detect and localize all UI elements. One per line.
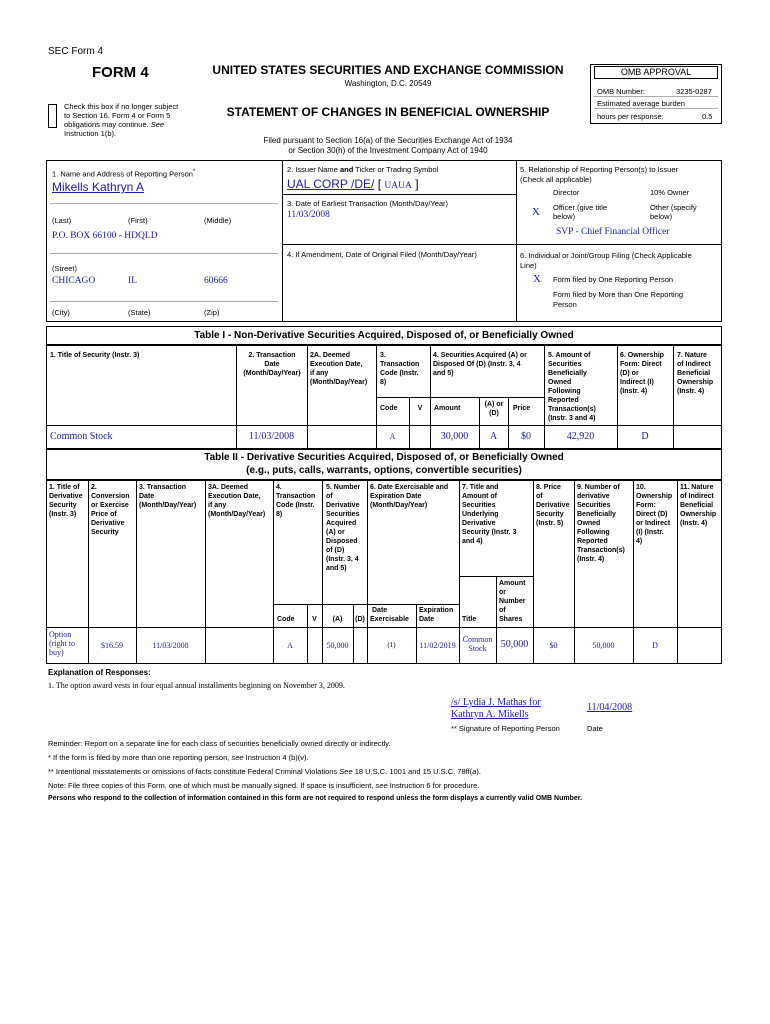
- t2-v14: [633, 480, 634, 664]
- filed-pursuant-line-1: Filed pursuant to Section 16(a) of the Securities Exchange Act of 1934: [263, 136, 513, 145]
- relationship-label-2: (Check all applicable): [520, 175, 592, 184]
- t2-h7-l2: Amount of: [462, 493, 497, 500]
- t1-h7-l1: 7. Nature: [677, 352, 707, 359]
- last-label: (Last): [52, 216, 72, 225]
- reporting-person-asterisk: *: [192, 168, 196, 175]
- t1-h1: 1. Title of Security (Instr. 3): [50, 352, 140, 359]
- table2-title-2: (e.g., puts, calls, warrants, options, convertible securities): [246, 465, 522, 476]
- t2-h5-l3: Derivative: [326, 502, 360, 509]
- t2-h8-l1: 8. Price: [536, 484, 561, 491]
- t2-v9: [416, 604, 417, 664]
- t1-h6-l5: (Instr. 4): [620, 388, 648, 395]
- signature-date-label: Date: [587, 724, 603, 733]
- t2-sub-v: V: [312, 616, 317, 623]
- director-label: Director: [553, 188, 580, 197]
- t2-row-title-l2: (right to: [49, 639, 75, 648]
- t2-h1-l3: Security: [49, 502, 77, 509]
- t2-h4-l4: 8): [276, 511, 283, 518]
- t2-h5-l5: Acquired: [326, 520, 357, 527]
- signature-date: 11/04/2008: [587, 702, 633, 713]
- checkbox-text-line-4: Instruction 1(b).: [64, 129, 117, 138]
- footer-note-2: [48, 767, 481, 776]
- t1-h6-l2: Form: Direct: [620, 361, 662, 368]
- t2-row-under-title: [459, 635, 496, 653]
- filing-label-1: 6. Individual or Joint/Group Filing (Check Applicable: [520, 251, 692, 260]
- name-rule: [50, 203, 278, 204]
- t2-sub-exp-l2: Date: [419, 616, 435, 623]
- t2-h9-l6: Following: [577, 529, 610, 536]
- t2-h7-l3: Securities: [462, 502, 496, 509]
- t2-h1-l2: Derivative: [49, 493, 83, 500]
- t1-h6-l3: (D) or: [620, 370, 639, 377]
- issuer-label-and: and: [339, 165, 354, 174]
- t2-row-under-amount: 50,000: [500, 639, 529, 650]
- t2-h10-l1: 10.: [636, 484, 646, 491]
- t2-v4: [273, 480, 274, 664]
- t2-row-date: 11/03/2008: [152, 641, 189, 650]
- ticker-symbol: UAUA: [384, 181, 412, 191]
- t1-h7-l4: Ownership: [677, 379, 714, 386]
- table2-title-1: Table II - Derivative Securities Acquired, Disposed of, or Beneficially Owned: [204, 452, 564, 463]
- t2-h5: [326, 483, 360, 573]
- t2-row-title-l1: Option: [49, 630, 72, 639]
- signature-line-2: Kathryn A. Mikells: [451, 709, 529, 720]
- t2-v13: [574, 480, 575, 664]
- t1-h3-l1: 3.: [380, 352, 386, 359]
- t2-row-h: [46, 627, 722, 628]
- t2-h3a-l1: 3A. Deemed: [208, 484, 249, 491]
- issuer-label-post: Ticker or Trading Symbol: [353, 165, 439, 174]
- earliest-transaction-date: 11/03/2008: [287, 210, 330, 220]
- t1-sub-h: [376, 397, 544, 398]
- t2-row-owned: 50,000: [592, 641, 615, 650]
- footer-note-1-post: Instruction 4 (b)(v).: [245, 753, 309, 762]
- t1-h5-l5: Following: [548, 388, 581, 395]
- t1-h7-l3: Beneficial: [677, 370, 711, 377]
- footer-note-2-pre: ** Intentional misstatements or omissions of facts constitute Federal Criminal Violations: [48, 767, 338, 776]
- t2-h3a: [208, 483, 265, 519]
- other-label-line-1: Other (specify: [650, 203, 697, 212]
- t2-h2-l1: 2.: [91, 484, 97, 491]
- footer-note-1: [48, 753, 309, 762]
- omb-divider-2: [594, 108, 718, 109]
- t2-h5-l4: Securities: [326, 511, 360, 518]
- t1-h3: [380, 351, 419, 387]
- t2-h7-l5: Derivative: [462, 520, 496, 527]
- t2-h9-l5: Owned: [577, 520, 601, 527]
- t2-row-under-title-l2: Stock: [468, 644, 487, 653]
- t2-sub-amount-l3: Number: [499, 598, 526, 605]
- t2-h9-l1: 9. Number of: [577, 484, 620, 491]
- t2-sub-h3: [459, 576, 533, 577]
- footer-note-1-pre: * If the form is filed by more than one reporting person,: [48, 753, 230, 762]
- filed-pursuant-line-2: or Section 30(h) of the Investment Company Act of 1940: [288, 146, 488, 155]
- t2-v3: [205, 480, 206, 664]
- t2-h7-l7: and 4): [462, 538, 483, 545]
- checkbox-instructions: [64, 102, 194, 138]
- t1-h5-l3: Beneficially: [548, 370, 587, 377]
- t2-h1-l1: 1. Title of: [49, 484, 80, 491]
- one-person-checkbox-mark[interactable]: X: [533, 273, 541, 285]
- t2-h3a-l4: (Month/Day/Year): [208, 511, 266, 518]
- t2-v15: [677, 480, 678, 664]
- t2-row-deriv-price: $0: [549, 641, 558, 650]
- t2-sub-h2: [367, 604, 459, 605]
- footer-reminder: Reminder: Report on a separate line for each class of securities beneficially owned directly or indirectly.: [48, 739, 391, 748]
- t1-h7-l2: of Indirect: [677, 361, 711, 368]
- t2-row-title: [49, 630, 75, 657]
- t1-row-price: $0: [521, 431, 531, 442]
- relationship-label-1: 5. Relationship of Reporting Person(s) to Issuer: [520, 165, 678, 174]
- t2-h5-l2: of: [326, 493, 333, 500]
- omb-hours-label: hours per response:: [597, 112, 664, 121]
- t2-h10-l7: 4): [636, 538, 643, 545]
- t1-row-owned: 42,920: [566, 431, 595, 442]
- t2-h8-l3: Derivative: [536, 502, 570, 509]
- t2-sub-title: Title: [462, 616, 477, 623]
- t2-h7-l4: Underlying: [462, 511, 499, 518]
- t1-h6: [620, 351, 664, 396]
- t2-h10-l6: (I) (Instr.: [636, 529, 664, 536]
- checkbox-text-3: obligations may continue.: [64, 120, 149, 129]
- t2-h3-l3: (Month/Day/Year): [139, 502, 197, 509]
- t2-v8: [367, 480, 368, 664]
- t1-h3-l4: 8): [380, 379, 387, 386]
- t1-h7: [677, 351, 713, 396]
- t2-h2-l5: Derivative: [91, 520, 125, 527]
- issuer-label: [287, 165, 438, 174]
- t2-sub-exp: [419, 606, 453, 624]
- t2-h10-l4: Direct (D): [636, 511, 668, 518]
- t2-sub-date-l2: Exercisable: [370, 616, 409, 623]
- t1-h2a: [310, 351, 367, 387]
- t1-v2: [307, 345, 308, 449]
- t2-h5-l9: (Instr. 3, 4: [326, 556, 359, 563]
- t2-h8-l4: Security: [536, 511, 564, 518]
- info-divider-h1: [282, 194, 516, 195]
- officer-checkbox-mark[interactable]: X: [532, 206, 540, 218]
- t2-h7-l1: 7. Title and: [462, 484, 499, 491]
- t2-v5: [307, 604, 308, 664]
- t1-h5-l4: Owned: [548, 379, 572, 386]
- t2-h5-l10: and 5): [326, 565, 347, 572]
- t1-h2a-l1: 2A. Deemed: [310, 352, 351, 359]
- t2-h9-l3: Securities: [577, 502, 611, 509]
- reporting-person-label: [52, 168, 195, 179]
- t2-sub-date: [370, 606, 409, 624]
- t2-h1: [49, 483, 82, 519]
- t2-h10-l3: Form:: [636, 502, 656, 509]
- street-rule: [50, 253, 278, 254]
- t1-h4-l2: Disposed Of (D) (Instr. 3, 4: [433, 361, 521, 368]
- checkbox-text-line-1: Check this box if no longer subject: [64, 102, 179, 111]
- t2-sub-date-l1: Date: [372, 607, 388, 614]
- statement-title: STATEMENT OF CHANGES IN BENEFICIAL OWNERSHIP: [226, 105, 550, 119]
- reporting-person-name[interactable]: Mikells Kathryn A: [52, 180, 145, 194]
- t1-row-h: [46, 425, 722, 426]
- t2-h7-l6: Security (Instr. 3: [462, 529, 517, 536]
- t2-h10-l2: Ownership: [636, 493, 673, 500]
- t1-h4: [433, 351, 527, 378]
- officer-label-line-2: below): [553, 212, 576, 221]
- footer-note-3-pre: Note: File three copies of this Form, one of which must be manually signed. If space is insufficient,: [48, 781, 374, 790]
- ticker-bracket-close: ]: [415, 177, 419, 191]
- t2-row-expiration: 11/02/2019: [419, 641, 456, 650]
- t1-sub-aord: [480, 400, 508, 418]
- t2-row-price: $16.59: [101, 641, 123, 650]
- t2-v12: [533, 480, 534, 664]
- t2-v2: [136, 480, 137, 664]
- checkbox-text-line-3: [64, 120, 194, 129]
- t2-h5-l8: of (D): [326, 547, 345, 554]
- more-persons-label-2: Person: [553, 300, 577, 309]
- t2-v1: [88, 480, 89, 664]
- zip-label: (Zip): [204, 308, 220, 317]
- info-divider-h2: [282, 244, 722, 245]
- footer-note-3: [48, 781, 479, 790]
- t2-v7: [353, 604, 354, 664]
- t1-h4-l3: and 5): [433, 370, 454, 377]
- officer-label-line-1: Officer (give title: [553, 203, 608, 212]
- t1-h3-l3: Code (Instr.: [380, 370, 419, 377]
- zip-value: 60666: [204, 276, 228, 286]
- footer-note-3-see: see: [375, 781, 388, 790]
- t1-sub-aord-l1: (A) or: [484, 401, 504, 408]
- t2-h10-l5: or Indirect: [636, 520, 671, 527]
- omb-burden-label: Estimated average burden: [597, 99, 685, 108]
- t2-sub-amount-l4: of: [499, 607, 506, 614]
- t1-h7-l5: (Instr. 4): [677, 388, 705, 395]
- t2-h3a-l2: Execution Date,: [208, 493, 261, 500]
- explanation-title: Explanation of Responses:: [48, 668, 151, 677]
- t2-h11-l2: of Indirect: [680, 493, 714, 500]
- t2-h5-l7: Disposed: [326, 538, 358, 545]
- t1-h6-l4: Indirect (I): [620, 379, 654, 386]
- t1-row-date: 11/03/2008: [248, 431, 295, 442]
- amendment-label: 4. If Amendment, Date of Original Filed (Month/Day/Year): [287, 250, 477, 259]
- t1-sub-amount: Amount: [434, 405, 461, 412]
- t1-row-form: D: [641, 431, 649, 442]
- t2-sub-a: (A): [332, 616, 343, 623]
- t2-sub-h1: [273, 604, 367, 605]
- checkbox-text-line-2: to Section 16. Form 4 or Form 5: [64, 111, 171, 120]
- city-value: CHICAGO: [52, 276, 96, 286]
- t2-h10: [636, 483, 672, 546]
- t2-h7: [462, 483, 516, 546]
- t2-h9: [577, 483, 625, 564]
- t1-sub-v: V: [417, 405, 423, 412]
- t2-h3: [139, 483, 196, 510]
- t1-h2: [238, 351, 306, 378]
- omb-title: OMB APPROVAL: [620, 67, 692, 77]
- t2-h4-l2: Transaction: [276, 493, 316, 500]
- t2-h6-l3: (Month/Day/Year): [370, 502, 428, 509]
- t2-h2-l3: or Exercise: [91, 502, 129, 509]
- t1-h5-l8: (Instr. 3 and 4): [548, 415, 596, 422]
- t2-h2-l4: Price of: [91, 511, 117, 518]
- t2-h9-l7: Reported: [577, 538, 608, 545]
- t2-h11-l1: 11. Nature: [680, 484, 714, 491]
- t2-h11-l5: (Instr. 4): [680, 520, 708, 527]
- t2-h9-l2: derivative: [577, 493, 610, 500]
- t2-row-under-title-l1: Common: [462, 635, 493, 644]
- footer-note-1-see: see: [231, 753, 244, 762]
- t1-h2a-l3: if any: [310, 370, 329, 377]
- reporting-person-label-text: 1. Name and Address of Reporting Person: [52, 169, 193, 179]
- issuer-line: [287, 177, 419, 191]
- filing-label-2: Line): [520, 261, 537, 270]
- one-person-label: Form filed by One Reporting Person: [553, 275, 674, 284]
- t2-h2: [91, 483, 130, 537]
- info-divider-1: [282, 160, 283, 322]
- t2-v11: [496, 576, 497, 664]
- signature-line-1: /s/ Lydia J. Mathas for: [451, 697, 541, 708]
- t2-h11-l3: Beneficial: [680, 502, 714, 509]
- t1-row-amount: 30,000: [440, 431, 469, 442]
- t2-h6-l1: 6. Date Exercisable and: [370, 484, 449, 491]
- checkbox-text-see: See: [150, 120, 165, 129]
- t2-v6: [322, 480, 323, 664]
- state-label: (State): [128, 308, 151, 317]
- t2-h4-l3: Code (Instr.: [276, 502, 315, 509]
- t1-h5-l6: Reported: [548, 397, 579, 404]
- t1-h2a-l4: (Month/Day/Year): [310, 379, 368, 386]
- signature: [451, 697, 541, 721]
- t1-row-title: Common Stock: [50, 431, 113, 442]
- t1-v10: [673, 345, 674, 449]
- t1-sub-aord-l2: (D): [489, 410, 499, 417]
- t2-h8-l2: of: [536, 493, 543, 500]
- city-label: (City): [52, 308, 70, 317]
- t1-h2-l1: 2. Transaction: [248, 352, 296, 359]
- t2-h6-l2: Expiration Date: [370, 493, 422, 500]
- t2-sub-amount-l5: Shares: [499, 616, 523, 623]
- agency-location: Washington, D.C. 20549: [344, 79, 432, 88]
- footer-note-2-post: 18 U.S.C. 1001 and 15 U.S.C. 78ff(a).: [354, 767, 481, 776]
- t2-h5-l6: (A) or: [326, 529, 345, 536]
- t1-row-code: A: [389, 432, 396, 441]
- t1-row-aord: A: [489, 431, 498, 442]
- t2-row-title-l3: buy): [49, 648, 64, 657]
- officer-label: [553, 203, 607, 221]
- omb-divider-1: [594, 96, 718, 97]
- t1-h6-l1: 6. Ownership: [620, 352, 664, 359]
- street-address: P.O. BOX 66100 - HDQLD: [52, 231, 158, 241]
- t2-h9-l8: Transaction(s): [577, 547, 625, 554]
- middle-label: (Middle): [204, 216, 232, 225]
- t1-h2-l2: Date: [264, 361, 280, 368]
- signature-label: ** Signature of Reporting Person: [451, 724, 560, 733]
- t2-sub-amount: [499, 579, 525, 624]
- t1-h4-l1: 4. Securities Acquired (A) or: [433, 352, 527, 359]
- t1-h5: [548, 351, 596, 423]
- agency-name: UNITED STATES SECURITIES AND EXCHANGE COMMISSION: [212, 63, 564, 77]
- earliest-transaction-label: 3. Date of Earliest Transaction (Month/Day/Year): [287, 199, 449, 208]
- footer-note-4: Persons who respond to the collection of information contained in this form are not required to respond unless the form displays a currently valid OMB Number.: [48, 795, 583, 802]
- t1-h5-l1: 5. Amount of: [548, 352, 591, 359]
- t2-h9-l9: (Instr. 4): [577, 556, 605, 563]
- t2-h1-l4: (Instr. 3): [49, 511, 77, 518]
- t1-h2-l3: (Month/Day/Year): [243, 370, 301, 377]
- t2-h9-l4: Beneficially: [577, 511, 616, 518]
- t2-sub-exp-l1: Expiration: [419, 607, 454, 614]
- t2-sub-amount-l2: or: [499, 589, 506, 596]
- t1-h5-l2: Securities: [548, 361, 582, 368]
- other-label: [650, 203, 697, 221]
- form-title: FORM 4: [92, 64, 149, 81]
- no-longer-subject-checkbox[interactable]: [48, 104, 57, 128]
- t1-sub-price: Price: [513, 405, 531, 412]
- omb-hours-value: 0.5: [702, 112, 713, 121]
- t2-h11-l4: Ownership: [680, 511, 717, 518]
- issuer-name[interactable]: UAL CORP /DE/: [287, 177, 375, 191]
- t2-row-form: D: [652, 641, 658, 650]
- street-label: (Street): [52, 264, 78, 273]
- t1-h3-l2: Transaction: [380, 361, 420, 368]
- t2-h3-l2: Date: [139, 493, 155, 500]
- t2-h8-l5: (Instr. 5): [536, 520, 564, 527]
- t2-h3a-l3: if any: [208, 502, 227, 509]
- omb-number-value: 3235-0287: [676, 87, 712, 96]
- t2-h2-l6: Security: [91, 529, 119, 536]
- info-divider-2: [516, 160, 517, 322]
- t1-h5-l7: Transaction(s): [548, 406, 596, 413]
- city-rule: [50, 301, 278, 302]
- officer-title: SVP - Chief Financial Officer: [556, 227, 670, 237]
- t2-h4: [276, 483, 315, 519]
- footer-note-3-post: Instruction 6 for procedure.: [389, 781, 480, 790]
- t2-h4-l1: 4.: [276, 484, 282, 491]
- footer-note-2-see: See: [339, 767, 353, 776]
- t2-h8: [536, 483, 569, 528]
- first-label: (First): [128, 216, 148, 225]
- t2-h3-l1: 3. Transaction: [139, 484, 187, 491]
- issuer-label-pre: 2. Issuer Name: [287, 165, 340, 174]
- t1-h2a-l2: Execution Date,: [310, 361, 363, 368]
- t2-h6: [370, 483, 448, 510]
- ticker-bracket-open: [: [377, 177, 382, 191]
- ten-pct-owner-label: 10% Owner: [650, 188, 690, 197]
- t2-row-exercisable: (1): [387, 641, 396, 649]
- explanation-note-1: 1. The option award vests in four equal annual installments beginning on November 3, 2009.: [48, 681, 345, 690]
- t2-sub-d: (D): [355, 616, 365, 623]
- sec-form-label: SEC Form 4: [48, 46, 104, 57]
- t2-h11: [680, 483, 716, 528]
- t2-sub-amount-l1: Amount: [499, 580, 526, 587]
- t2-h5-l1: 5. Number: [326, 484, 361, 491]
- t2-h2-l2: Conversion: [91, 493, 130, 500]
- t2-sub-code: Code: [277, 616, 295, 623]
- t2-row-code: A: [287, 641, 293, 650]
- more-persons-label-1: Form filed by More than One Reporting: [553, 290, 684, 299]
- table1-title: Table I - Non-Derivative Securities Acquired, Disposed of, or Beneficially Owned: [194, 330, 574, 341]
- omb-number-label: OMB Number:: [597, 87, 645, 96]
- other-label-line-2: below): [650, 212, 673, 221]
- state-value: IL: [128, 276, 137, 286]
- t2-row-a: 50,000: [326, 641, 349, 650]
- t1-sub-code: Code: [380, 405, 398, 412]
